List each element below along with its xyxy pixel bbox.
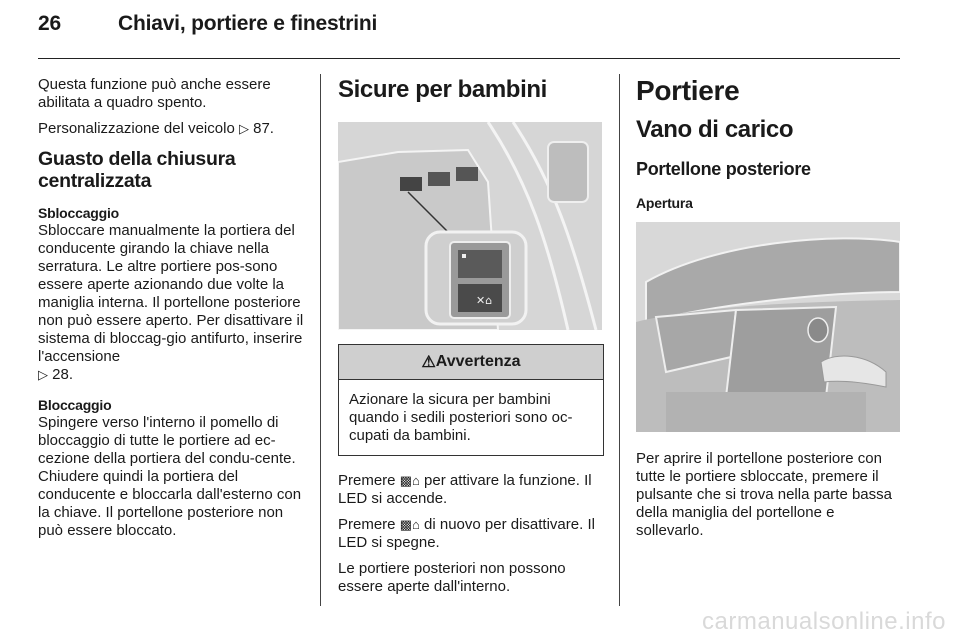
column-3 <box>636 76 902 548</box>
lock-text: Spingere verso l'interno il pomello di bloccaggio di tutte le portiere ad ec-cezione della portiera del condu-cente. Chiudere quindi la portiera del conducente e bloccarla dall'esterno con la chiave. Il portellone posteriore non può essere bloccato. <box>38 414 302 539</box>
header-rule <box>38 58 900 59</box>
lock-title: Bloccaggio <box>38 397 112 413</box>
activate-text: Premere ▩⌂ per attivare la funzione. Il LED si accende. <box>338 472 592 507</box>
child-lock-icon: ▩⌂ <box>399 517 420 532</box>
personalization-ref: Personalizzazione del veicolo ▷ 87. <box>38 120 274 137</box>
unlock-title: Sbloccaggio <box>38 205 120 221</box>
column-1 <box>38 76 308 548</box>
page-ref-icon: ▷ <box>38 367 48 382</box>
section-heading-load-compartment: Vano di carico <box>636 116 794 143</box>
page-number: 26 <box>38 12 61 35</box>
page-title: Chiavi, portiere e finestrini <box>118 12 378 35</box>
section-heading-failure: Guasto della chiusura centralizzata <box>38 148 236 192</box>
column-divider-1 <box>320 74 321 606</box>
intro-text: Questa funzione può anche essere abilitata a quadro spento. <box>38 76 271 111</box>
deactivate-text: Premere ▩⌂ di nuovo per disattivare. Il LED si spegne. <box>338 516 595 551</box>
section-heading-doors: Portiere <box>636 75 740 106</box>
tailgate-drawing <box>636 222 900 432</box>
section-heading-child-locks: Sicure per bambini <box>338 76 547 103</box>
rear-doors-text: Le portiere posteriori non possono essere aperte dall'interno. <box>338 560 566 595</box>
warning-text: Azionare la sicura per bambini quando i sedili posteriori sono oc-cupati da bambini. <box>349 391 573 444</box>
opening-title: Apertura <box>636 195 693 211</box>
warning-triangle-icon: ⚠ <box>421 354 436 371</box>
page-header <box>38 12 377 36</box>
column-divider-2 <box>619 74 620 606</box>
door-panel-drawing <box>338 122 602 330</box>
tailgate-illustration <box>636 222 900 432</box>
warning-box <box>338 344 604 456</box>
warning-title: Avvertenza <box>435 353 521 370</box>
child-lock-icon: ▩⌂ <box>399 473 420 488</box>
warning-header <box>339 345 603 380</box>
page-ref-icon: ▷ <box>238 121 249 136</box>
svg-text:✕⌂: ✕⌂ <box>476 294 493 307</box>
tailgate-text: Per aprire il portellone posteriore con tutte le portiere sbloccate, premere il pulsante che si trova nella parte bassa della maniglia del portellone e sollevarlo. <box>636 450 892 539</box>
watermark: carmanualsonline.info <box>702 608 946 635</box>
section-heading-tailgate: Portellone posteriore <box>636 159 811 179</box>
door-switch-illustration <box>338 122 602 330</box>
column-2 <box>338 76 604 604</box>
unlock-text: Sbloccare manualmente la portiera del conducente girando la chiave nella serratura. Le altre portiere pos-sono essere aperte azionando due volte la maniglia interna. Il portellone posteriore non può essere aperto. Per disattivare il sistema di bloccag-gio antifurto, inserire l'accensione ▷ 28. <box>38 222 304 383</box>
